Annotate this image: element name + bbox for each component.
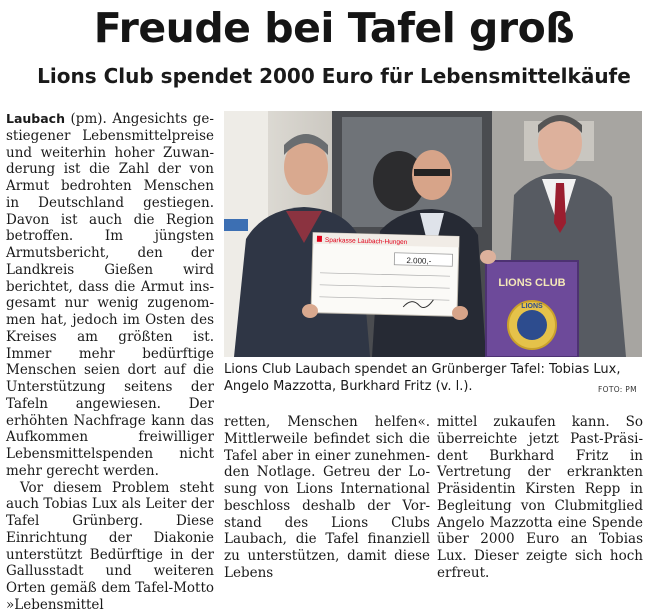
subheadline: Lions Club spendet 2000 Euro für Lebensmittelkäufe [37, 64, 631, 88]
paragraph-3: retten, Menschen helfen«. Mittlerweile befindet sich die Tafel aber in einer zunehmenden Notlage. Getreu der Losung von Lions International beschloss deshalb der Vorstand des Lions Clubs Laubach, die Tafel finanziell zu unterstützen, damit diese Lebens [224, 414, 430, 581]
emblem-text: LIONS [521, 303, 543, 310]
article-column-3 [437, 414, 643, 582]
article-column-2 [224, 414, 430, 582]
paragraph-2: Vor diesem Problem steht auch Tobias Lux als Leiter der Tafel Grünberg. Diese Einrichtung der Diakonie unterstützt Bedürftige in der Gallusstadt und weiteren Orten gemäß dem Tafel-Motto »Lebensmittel [6, 479, 214, 613]
banner-text: LIONS CLUB [498, 277, 566, 289]
photo-credit: FOTO: PM [598, 385, 637, 394]
article-column-1 [6, 111, 214, 614]
check-bank-name: Sparkasse Laubach-Hungen [324, 236, 408, 247]
paragraph-4: mittel zukaufen kann. So überreichte jetzt Past-Präsident Burkhard Fritz in Vertretung der erkrankten Präsidentin Kirsten Repp in Begleitung von Clubmitglied Angelo Mazzotta eine Spende über 2000 Euro an Tobias Lux. Dieser zeigte sich hoch erfreut. [437, 414, 643, 581]
article-photo [224, 111, 642, 357]
dateline: Laubach [6, 111, 65, 126]
paragraph-1-text: (pm). Angesichts gestiegener Lebensmittelpreise und weiterhin hoher Zuwanderung ist die Zahl der von Armut bedrohten Menschen in Deutschland gestiegen. Davon ist auch die Region betroffen. Im jüngsten Armutsbericht, den der Landkreis Gießen wird berichtet, dass die Armut insgesamt nur wenig zugenommen hat, jedoch im Osten des Kreises am größten ist. Immer mehr bedürftige Menschen seien dort auf die Unterstützung seitens der Tafeln angewiesen. Der erhöhten Nachfrage kann das Aufkommen freiwilliger Lebensmittelspenden nicht mehr gerecht werden. [6, 111, 214, 479]
check-amount: 2.000,- [406, 256, 432, 266]
photo-caption: Lions Club Laubach spendet an Grünberger Tafel: Tobias Lux, Angelo Mazzotta, Burkhard Fritz (v. l.). [224, 362, 621, 394]
headline: Freude bei Tafel groß [93, 4, 575, 52]
paragraph-1 [6, 111, 214, 480]
